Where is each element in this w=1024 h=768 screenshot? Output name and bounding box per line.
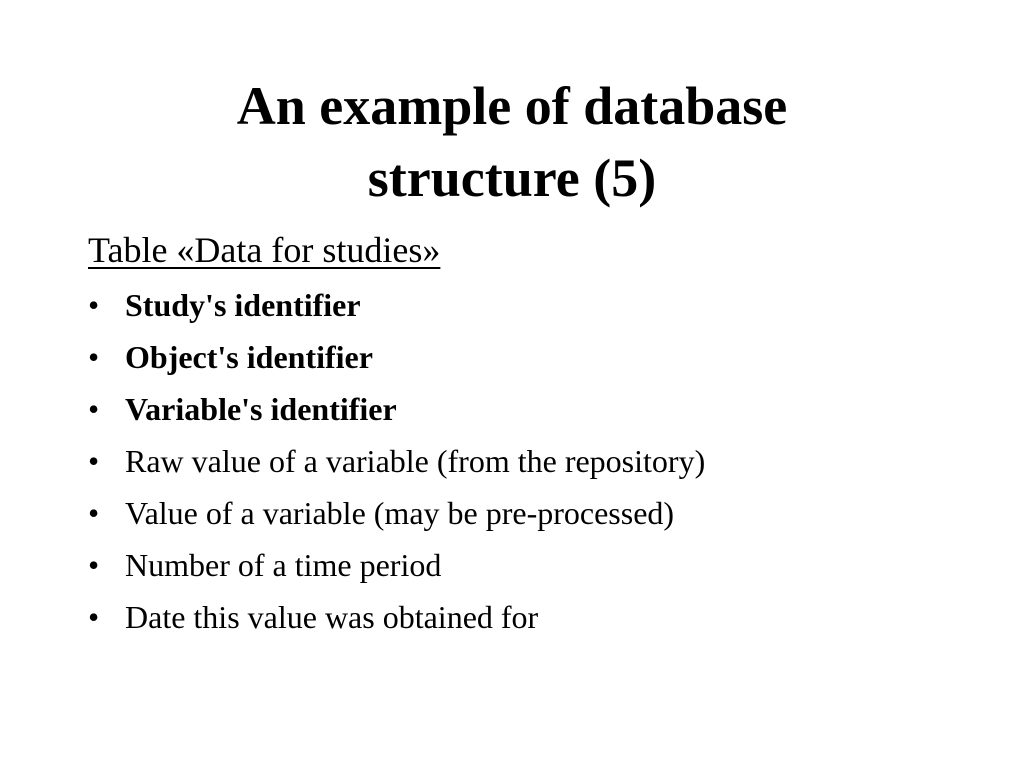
slide-title xyxy=(112,70,912,214)
slide-title-line-1: An example of database xyxy=(236,76,788,136)
list-item-text: Number of a time period xyxy=(125,547,442,583)
list-item-text: Study's identifier xyxy=(125,287,361,323)
bullet-icon: • xyxy=(88,599,100,635)
bullet-icon: • xyxy=(88,287,100,323)
list-item-text: Variable's identifier xyxy=(125,391,397,427)
list-item-text: Raw value of a variable (from the repository) xyxy=(125,443,706,479)
bullet-icon: • xyxy=(88,443,100,479)
bullet-icon: • xyxy=(88,495,100,531)
bullet-icon: • xyxy=(88,339,100,375)
bullet-icon: • xyxy=(88,391,100,427)
list-item-text: Value of a variable (may be pre-processed) xyxy=(125,495,675,531)
table-name-heading: Table «Data for studies» xyxy=(88,230,441,270)
list-item-text: Date this value was obtained for xyxy=(125,599,539,635)
list-item-text: Object's identifier xyxy=(125,339,373,375)
slide-title-line-2: structure (5) xyxy=(367,148,657,208)
bullet-icon: • xyxy=(88,547,100,583)
